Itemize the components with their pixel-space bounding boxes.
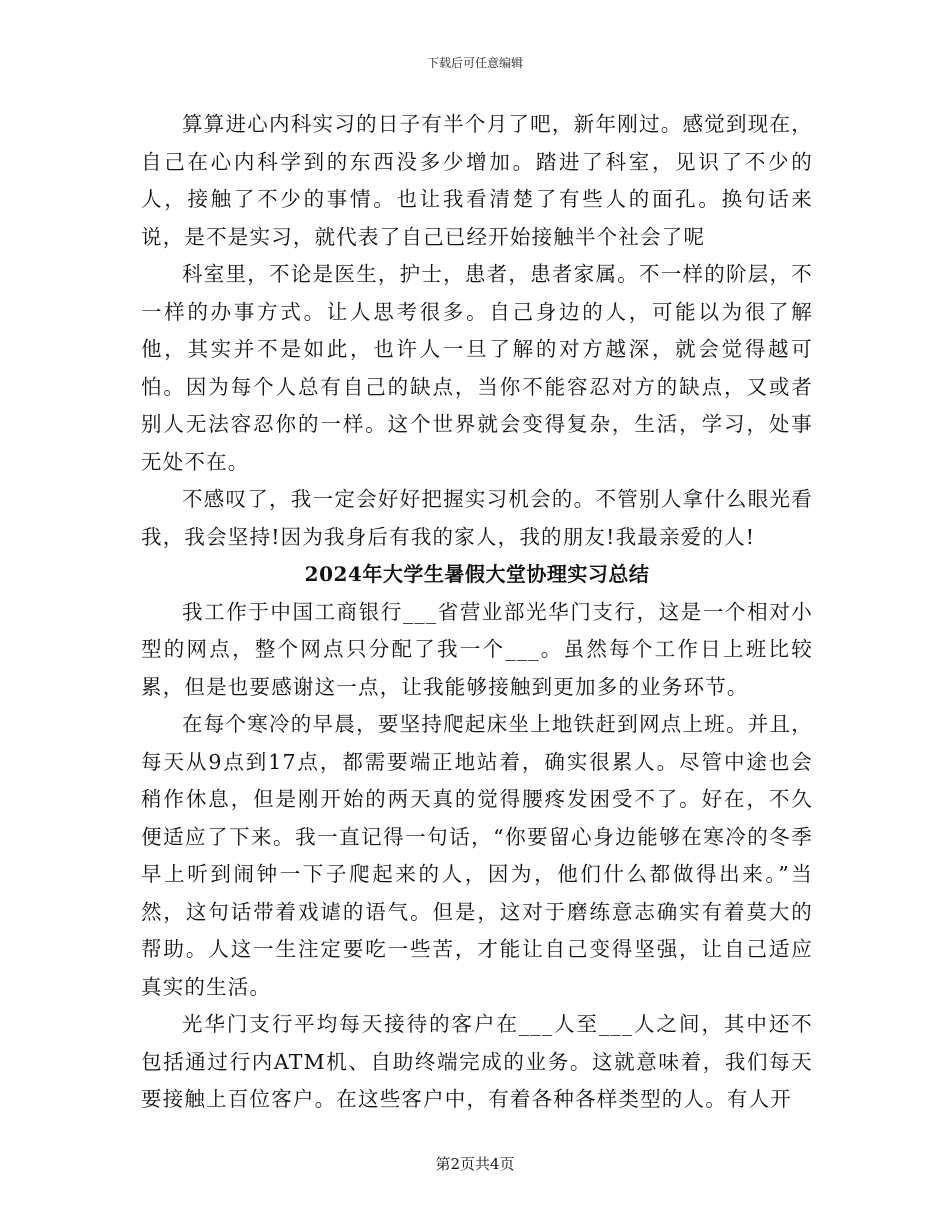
paragraph-resolve: 不感叹了，我一定会好好把握实习机会的。不管别人拿什么眼光看我，我会坚持!因为我身后有我的家人，我的朋友!我最亲爱的人! bbox=[141, 487, 813, 549]
paragraph-department-people: 科室里，不论是医生，护士，患者，患者家属。不一样的阶层，不一样的办事方式。让人思考很多。自己身边的人，可能以为很了解他，其实并不是如此，也许人一旦了解的对方越深，就会觉得越可怕。因为每个人总有自己的缺点，当你不能容忍对方的缺点，又或者别人无法容忍你的一样。这个世界就会变得复杂，生活，学习，处事无处不在。 bbox=[141, 262, 813, 474]
paragraph-customers: 光华门支行平均每天接待的客户在___人至___人之间，其中还不包括通过行内ATM机、自助终端完成的业务。这就意味着，我们每天要接触上百位客户。在这些客户中，有着各种各样类型的人。有人开 bbox=[141, 1012, 813, 1111]
document-body bbox=[141, 106, 813, 1119]
page-number: 第2页共4页 bbox=[435, 1155, 515, 1173]
paragraph-cold-mornings: 在每个寒冷的早晨，要坚持爬起床坐上地铁赶到网点上班。并且，每天从9点到17点，都需要端正地站着，确实很累人。尽管中途也会稍作休息，但是刚开始的两天真的觉得腰疼发困受不了。好在，不久便适应了下来。我一直记得一句话，“你要留心身边能够在寒冷的冬季早上听到闹钟一下子爬起来的人，因为，他们什么都做得出来。”当然，这句话带着戏谑的语气。但是，这对于磨练意志确实有着莫大的帮助。人这一生注定要吃一些苦，才能让自己变得坚强，让自己适应真实的生活。 bbox=[141, 712, 813, 999]
paragraph-internship-intro: 算算进心内科实习的日子有半个月了吧，新年刚过。感觉到现在，自己在心内科学到的东西没多少增加。踏进了科室，见识了不少的人，接触了不少的事情。也让我看清楚了有些人的面孔。换句话来说，是不是实习，就代表了自己已经开始接触半个社会了呢 bbox=[141, 112, 813, 249]
page-header: 下载后可任意编辑 bbox=[426, 56, 523, 70]
section-title: 2024年大学生暑假大堂协理实习总结 bbox=[304, 562, 650, 586]
paragraph-bank-workplace: 我工作于中国工商银行___省营业部光华门支行，这是一个相对小型的网点，整个网点只分配了我一个___。虽然每个工作日上班比较累，但是也要感谢这一点，让我能够接触到更加多的业务环节。 bbox=[141, 599, 813, 699]
